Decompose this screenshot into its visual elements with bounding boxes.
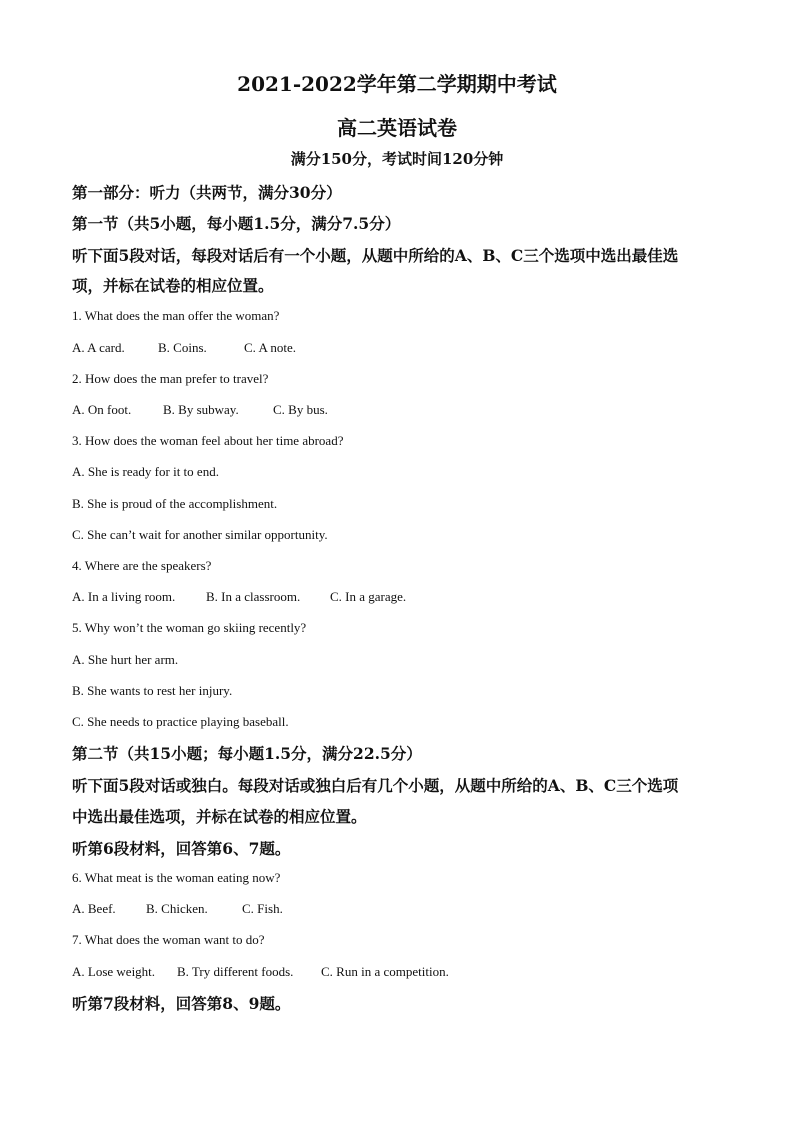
question-4-options [72,589,406,605]
question-6-options [72,901,283,917]
question-6-option-a: A. Beef. [72,901,116,916]
question-1-option-c: C. A note. [244,340,297,355]
question-1-options [72,340,296,356]
exam-title: 2021-2022学年第二学期期中考试 [237,72,557,96]
question-2-option-a: A. On foot. [72,402,132,417]
exam-subtitle: 高二英语试卷 [337,116,457,140]
question-4-option-a: A. In a living room. [72,589,176,604]
question-5-option-c: C. She needs to practice playing baseball. [72,714,289,729]
question-6-option-b: B. Chicken. [146,901,208,916]
question-3-option-b: B. She is proud of the accomplishment. [72,496,278,511]
question-7-options [72,964,449,980]
material-7-heading: 听第7段材料，回答第8、9题。 [72,994,291,1013]
question-1-option-b: B. Coins. [158,340,207,355]
section2-instruction-line2: 中选出最佳选项，并标在试卷的相应位置。 [72,807,367,826]
question-5-option-b: B. She wants to rest her injury. [72,683,233,698]
question-5-option-a: A. She hurt her arm. [72,652,179,667]
material-6-heading: 听第6段材料，回答第6、7题。 [72,839,291,858]
question-6-option-c: C. Fish. [242,901,283,916]
question-4-option-c: C. In a garage. [330,589,407,604]
question-7-stem: 7. What does the woman want to do? [72,932,265,947]
part1-heading: 第一部分：听力（共两节，满分30分） [72,183,342,202]
section1-instruction-line1: 听下面5段对话，每段对话后有一个小题，从题中所给的A、B、C三个选项中选出最佳选 [72,246,679,265]
question-2-option-b: B. By subway. [163,402,239,417]
question-4-option-b: B. In a classroom. [206,589,301,604]
question-3-option-a: A. She is ready for it to end. [72,464,219,479]
question-7-option-c: C. Run in a competition. [321,964,449,979]
question-2-stem: 2. How does the man prefer to travel? [72,371,269,386]
question-1-stem: 1. What does the man offer the woman? [72,308,280,323]
question-3-stem: 3. How does the woman feel about her time abroad? [72,433,344,448]
question-4-stem: 4. Where are the speakers? [72,558,212,573]
question-3-option-c: C. She can’t wait for another similar opportunity. [72,527,328,542]
question-7-option-b: B. Try different foods. [177,964,294,979]
question-2-option-c: C. By bus. [273,402,328,417]
question-2-options [72,402,328,418]
section2-heading: 第二节（共15小题；每小题1.5分，满分22.5分） [72,744,422,763]
section1-heading: 第一节（共5小题，每小题1.5分，满分7.5分） [72,214,401,233]
section2-instruction-line1: 听下面5段对话或独白。每段对话或独白后有几个小题，从题中所给的A、B、C三个选项 [72,776,679,795]
question-5-stem: 5. Why won’t the woman go skiing recently? [72,620,307,635]
section1-instruction-line2: 项，并标在试卷的相应位置。 [72,276,274,295]
question-7-option-a: A. Lose weight. [72,964,156,979]
question-6-stem: 6. What meat is the woman eating now? [72,870,281,885]
question-1-option-a: A. A card. [72,340,125,355]
score-time-info: 满分150分，考试时间120分钟 [290,150,504,168]
